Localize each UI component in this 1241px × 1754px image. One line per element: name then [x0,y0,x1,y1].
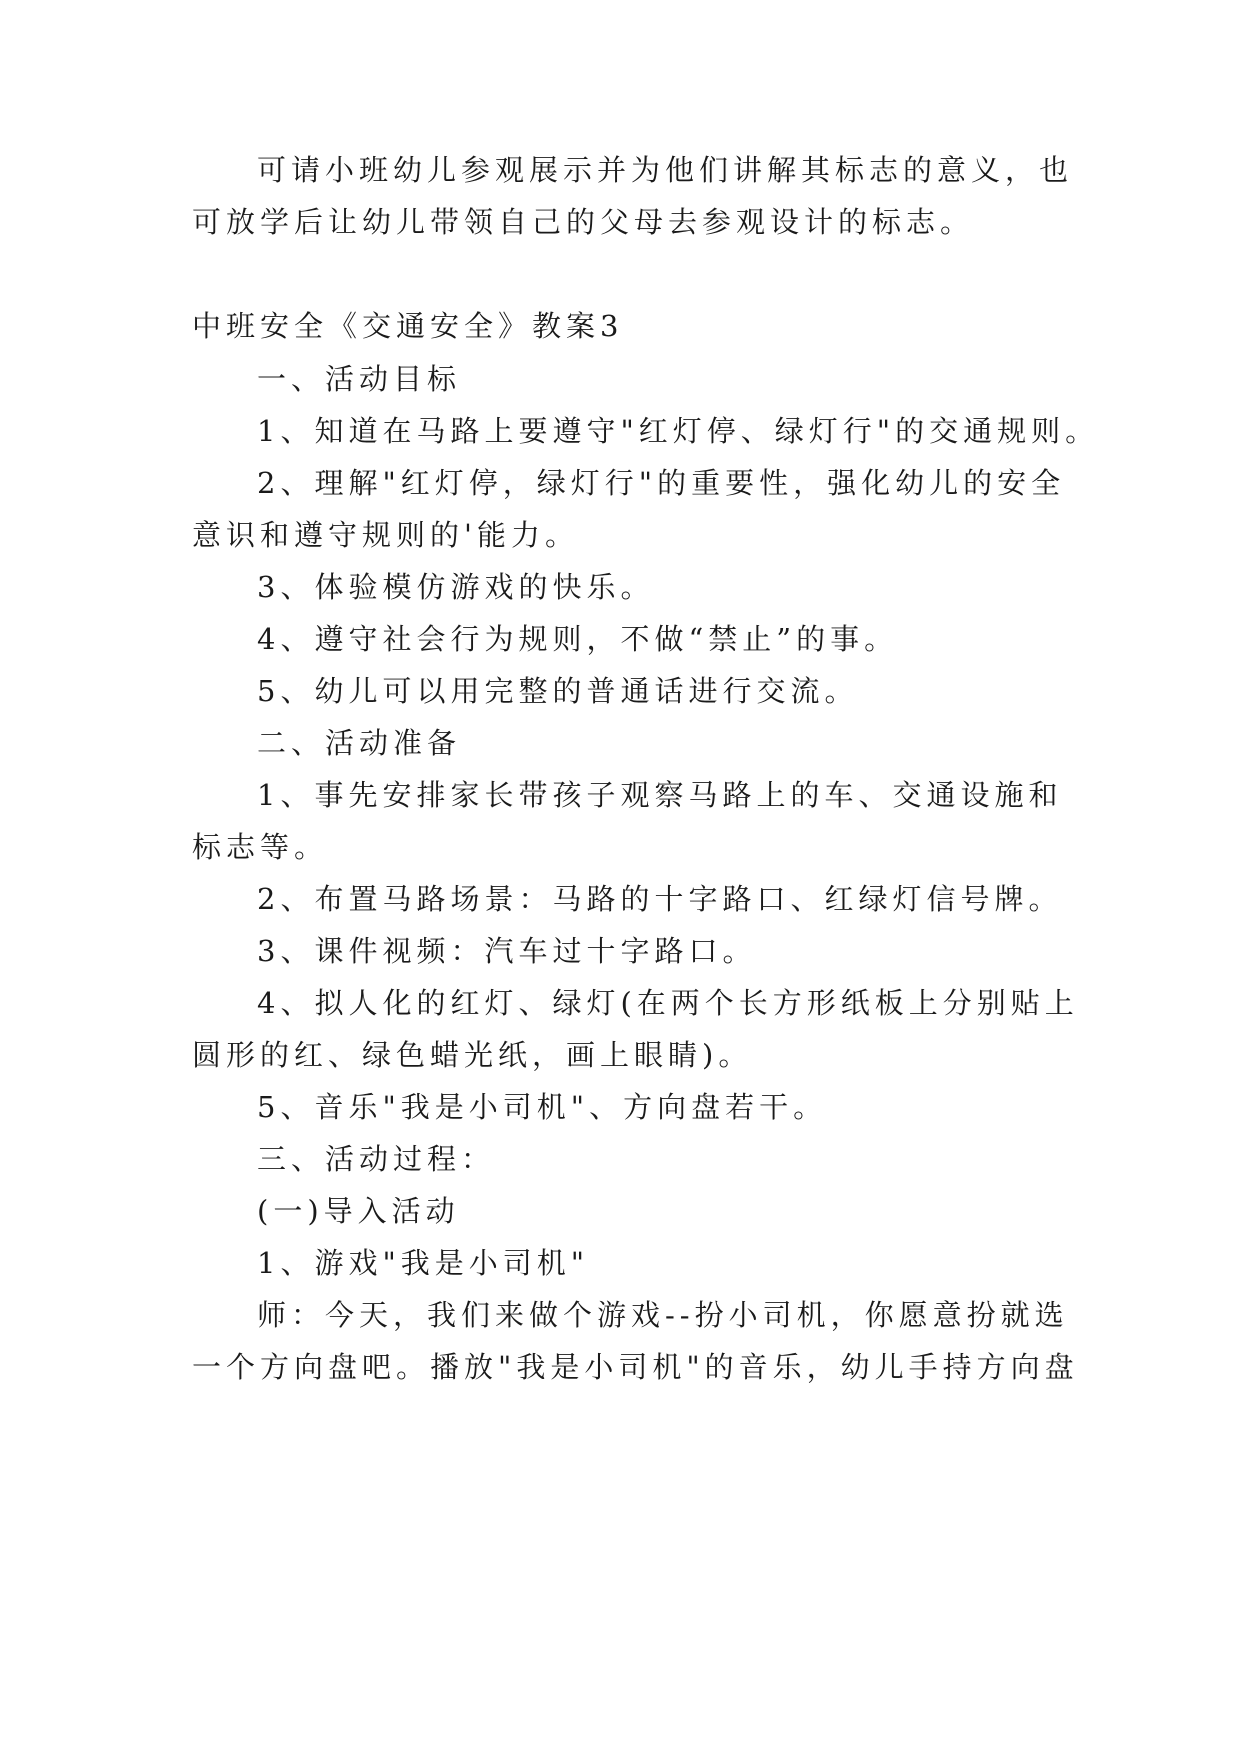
goal-1: 1、知道在马路上要遵守"红灯停、绿灯行"的交通规则。 [257,414,1100,448]
teacher-text-line-1: 师：今天，我们来做个游戏--扮小司机，你愿意扮就选 [257,1298,1069,1332]
goal-4: 4、遵守社会行为规则，不做“禁止”的事。 [257,622,899,656]
teacher-text-line-2: 一个方向盘吧。播放"我是小司机"的音乐，幼儿手持方向盘 [192,1350,1079,1384]
prep-1-line-1: 1、事先安排家长带孩子观察马路上的车、交通设施和 [257,778,1063,812]
heading-goals: 一、活动目标 [257,362,462,396]
heading-prep: 二、活动准备 [257,726,462,760]
goal-3: 3、体验模仿游戏的快乐。 [257,570,655,604]
goal-2-line-2: 意识和遵守规则的'能力。 [192,518,579,552]
goal-2-line-1: 2、理解"红灯停，绿灯行"的重要性，强化幼儿的安全 [257,466,1066,500]
prep-1-line-2: 标志等。 [192,830,329,864]
game-1: 1、游戏"我是小司机" [257,1246,590,1280]
section-title: 中班安全《交通安全》教案3 [192,309,624,343]
intro-line-2: 可放学后让幼儿带领自己的父母去参观设计的标志。 [192,205,975,239]
sub-intro: (一)导入活动 [257,1194,460,1228]
goal-5: 5、幼儿可以用完整的普通话进行交流。 [257,674,859,708]
prep-4-line-1: 4、拟人化的红灯、绿灯(在两个长方形纸板上分别贴上 [257,986,1079,1020]
heading-process: 三、活动过程： [257,1142,496,1176]
intro-line-1: 可请小班幼儿参观展示并为他们讲解其标志的意义，也 [257,153,1074,187]
prep-5: 5、音乐"我是小司机"、方向盘若干。 [257,1090,828,1124]
prep-3: 3、课件视频：汽车过十字路口。 [257,934,757,968]
prep-2: 2、布置马路场景：马路的十字路口、红绿灯信号牌。 [257,882,1063,916]
prep-4-line-2: 圆形的红、绿色蜡光纸，画上眼睛)。 [192,1038,753,1072]
